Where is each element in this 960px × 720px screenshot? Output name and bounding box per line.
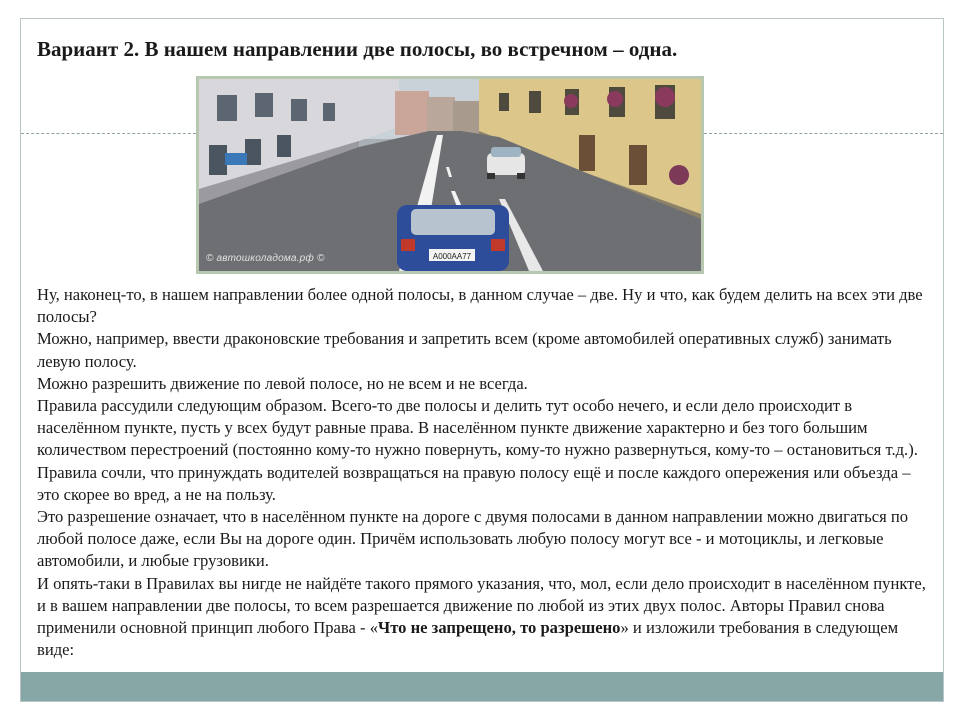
paragraph: Можно разрешить движение по левой полосе, но не всем и не всегда. xyxy=(37,373,528,393)
dashed-rule-right xyxy=(704,133,943,134)
white-car xyxy=(487,147,525,179)
slide-title: Вариант 2. В нашем направлении две полосы, во встречном – одна. xyxy=(37,37,678,61)
flower-box xyxy=(607,91,623,107)
road-scene xyxy=(199,79,701,271)
flower-box xyxy=(564,94,578,108)
paragraph: Это разрешение означает, что в населённом пункте на дороге с двумя полосами в данном направлении можно двигаться по любой полосе даже, если Вы на дороге один. Причём использовать любую полосу могут все - и мотоциклы, и легковые автомобили, и любые грузовики. xyxy=(37,507,909,571)
blue-car xyxy=(397,205,509,271)
paragraph: Можно, например, ввести драконовские требования и запретить всем (кроме автомобилей оперативных служб) занимать левую полосу. xyxy=(37,329,892,371)
photo-watermark: © автошколадома.рф © xyxy=(206,253,325,264)
flower-box xyxy=(655,87,675,107)
flower-box xyxy=(669,165,689,185)
body-text xyxy=(37,284,937,661)
footer-bar xyxy=(21,672,943,701)
road-photo xyxy=(196,76,704,274)
paragraph: Правила рассудили следующим образом. Всего-то две полосы и делить тут особо нечего, и если дело происходит в населённом пункте, пусть у всех будут равные права. В населённом пункте движение характерно и без того большим количеством перестроений (постоянно кому-то нужно повернуть, кому-то нужно развернуться, кому-то – остановиться т.д.). Правила сочли, что принуждать водителей возвращаться на правую полосу ещё и после каждого опережения или объезда – это скорее во вред, а не на пользу. xyxy=(37,396,918,504)
paragraph: Ну, наконец-то, в нашем направлении более одной полосы, в данном случае – две. Ну и что, как будем делить на всех эти две полосы? xyxy=(37,285,923,327)
blue-sign xyxy=(225,153,247,165)
principle-emphasis: Что не запрещено, то разрешено xyxy=(378,618,621,638)
paragraph-principle: И опять-таки в Правилах вы нигде не найдёте такого прямого указания, что, мол, если дело происходит в населённом пункте, и в вашем направлении две полосы, то всем разрешается движение по любой из этих двух полос. Авторы Правил снова применили основной принцип любого Права - «Что не запрещено, то разрешено» и изложили требования в следующем виде: xyxy=(37,573,926,660)
license-plate: А000АА77 xyxy=(432,252,472,261)
dashed-rule-left xyxy=(21,133,196,134)
